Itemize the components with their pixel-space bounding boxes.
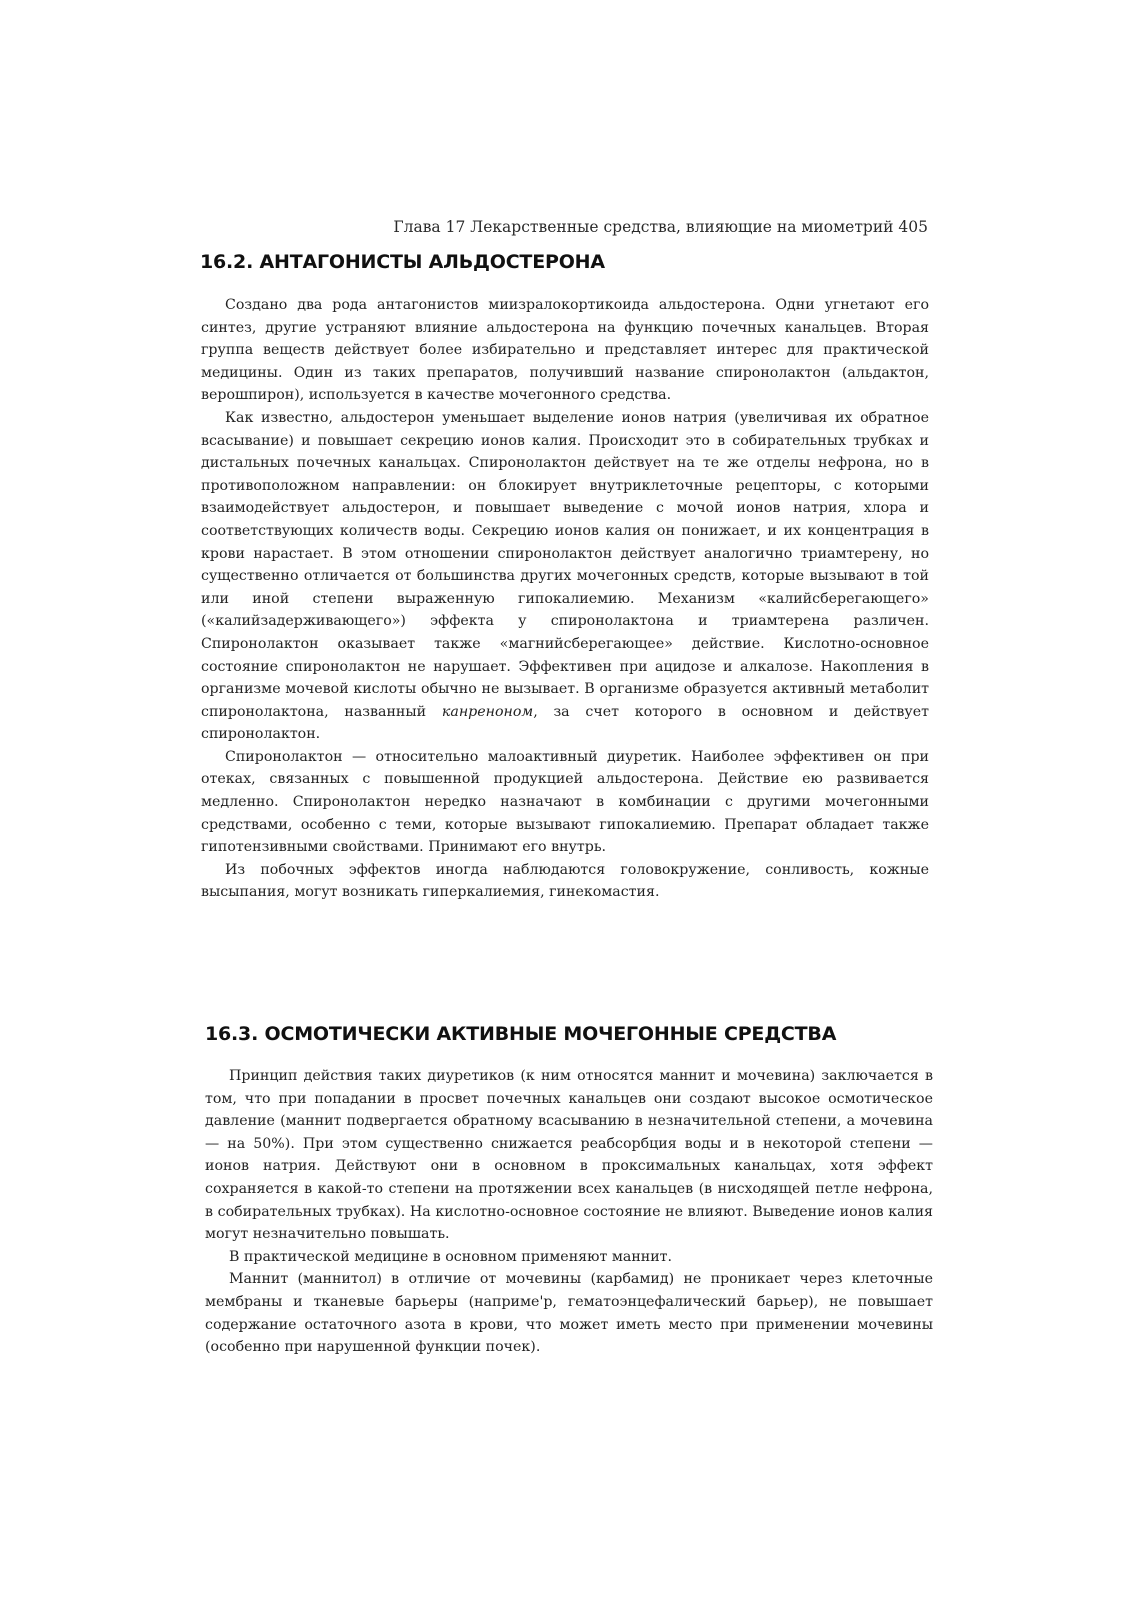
paragraph-text: , за счет которого в основном и действует спиронолактон. bbox=[201, 703, 929, 743]
emphasized-term: канреноном bbox=[441, 703, 534, 720]
paragraph-text: Как известно, альдостерон уменьшает выделение ионов натрия (увеличивая их обратное всасывание) и повышает секрецию ионов калия. Происходит это в собирательных трубках и дистальных почечных канальцах. Спиронолактон действует на те же отделы нефрона, но в противоположном направлении: он блокирует внутриклеточные рецепторы, с которыми взаимодействует альдостерон, и повышает выведение с мочой ионов натрия, хлора и соответствующих количеств воды. Секрецию ионов калия он понижает, и их концентрация в крови нарастает. В этом отношении спиронолактон действует аналогично триамтерену, но существенно отличается от большинства других мочегонных средств, которые вызывают в той или иной степени выраженную гипокалиемию. Механизм «калийсберегающего» («калийзадерживающего») эффекта у спиронолактона и триамтерена различен. Спиронолактон оказывает также «магнийсберегающее» действие. Кислотно-основное состояние спиронолактон не нарушает. Эффективен при ацидозе и алкалозе. Накопления в организме мочевой кислоты обычно не вызывает. В организме образуется активный метаболит спиронолактона, названный bbox=[201, 409, 929, 720]
section-body-aldosterone-antagonists bbox=[201, 294, 929, 904]
section-heading-osmotic-diuretics: 16.3. ОСМОТИЧЕСКИ АКТИВНЫЕ МОЧЕГОННЫЕ СРЕДСТВА bbox=[205, 1023, 837, 1045]
running-header: Глава 17 Лекарственные средства, влияющие на миометрий 405 bbox=[393, 218, 928, 236]
paragraph: В практической медицине в основном применяют маннит. bbox=[229, 1248, 673, 1265]
paragraph: Создано два рода антагонистов миизралокортикоида альдостерона. Одни угнетают его синтез, другие устраняют влияние альдостерона на функцию почечных канальцев. Вторая группа веществ действует более избирательно и представляет интерес для практической медицины. Один из таких препаратов, получивший название спиронолактон (альдактон, верошпирон), используется в качестве мочегонного средства. bbox=[201, 297, 929, 404]
paragraph: Принцип действия таких диуретиков (к ним относятся маннит и мочевина) заключается в том, что при попадании в просвет почечных канальцев они создают высокое осмотическое давление (маннит подвергается обратному всасыванию в незначительной степени, а мочевина — на 50%). При этом существенно снижается реабсорбция воды и в некоторой степени — ионов натрия. Действуют они в основном в проксимальных канальцах, хотя эффект сохраняется в какой-то степени на протяжении всех канальцев (в нисходящей петле нефрона, в собирательных трубках). На кислотно-основное состояние не влияют. Выведение ионов калия могут незначительно повышать. bbox=[205, 1068, 933, 1243]
section-heading-aldosterone-antagonists: 16.2. АНТАГОНИСТЫ АЛЬДОСТЕРОНА bbox=[200, 251, 605, 273]
paragraph bbox=[201, 407, 929, 746]
paragraph: Маннит (маннитол) в отличие от мочевины (карбамид) не проникает через клеточные мембраны и тканевые барьеры (наприме'р, гематоэнцефалический барьер), не повышает содержание остаточного азота в крови, что может иметь место при применении мочевины (особенно при нарушенной функции почек). bbox=[205, 1271, 933, 1356]
paragraph: Спиронолактон — относительно малоактивный диуретик. Наиболее эффективен он при отеках, связанных с повышенной продукцией альдостерона. Действие ею развивается медленно. Спиронолактон нередко назначают в комбинации с другими мочегонными средствами, особенно с теми, которые вызывают гипокалиемию. Препарат обладает также гипотензивными свойствами. Принимают его внутрь. bbox=[201, 748, 929, 856]
paragraph: Из побочных эффектов иногда наблюдаются головокружение, сонливость, кожные высыпания, могут возникать гиперкалиемия, гинекомастия. bbox=[201, 861, 929, 901]
section-body-osmotic-diuretics bbox=[205, 1065, 933, 1359]
